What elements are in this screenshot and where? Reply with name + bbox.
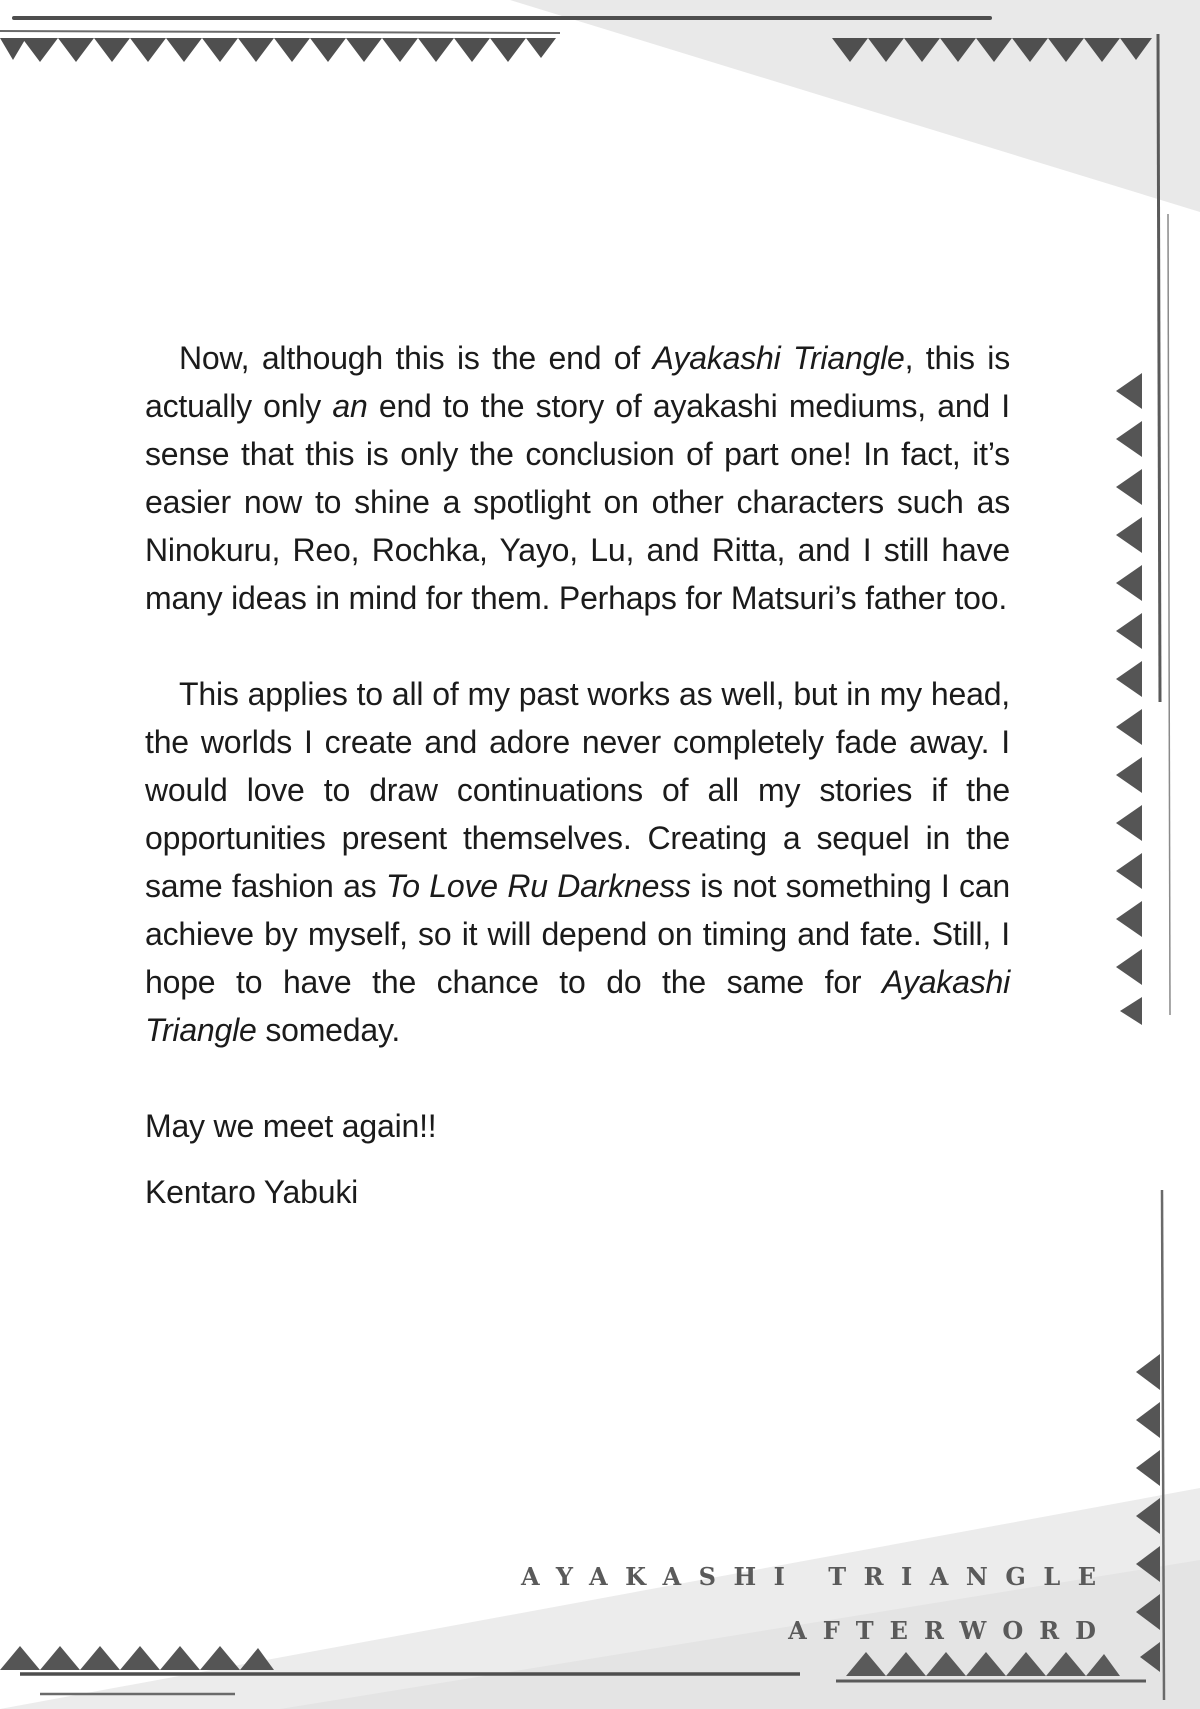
paragraph-1 xyxy=(145,334,1010,622)
text-segment: end to the story of ayakashi mediums, and I sense that this is only the conclusion of part one! In fact, it’s easier now to shine a spotlight on other characters such as Ninokuru, Reo, Rochka, Yayo, Lu, and Ritta, and I still have many ideas in mind for them. Perhaps for Matsuri’s father too. xyxy=(145,388,1010,616)
text-segment: This applies to all of my past works as well, but in my head, the worlds I create and adore never completely fade away. I would love to draw continuations of all my stories if the opportunities present themselves. Creating a sequel in the same fashion as xyxy=(145,676,1010,904)
top-shade-band xyxy=(510,0,1200,212)
series-title-italic: Ayakashi Triangle xyxy=(145,964,1010,1048)
bottom-left-triangles xyxy=(0,1646,274,1670)
top-border-line-thin xyxy=(0,31,560,33)
right-border-line-top xyxy=(1158,34,1160,702)
right-side-triangles-upper xyxy=(1116,373,1142,1025)
series-title-footer: AYAKASHI TRIANGLE xyxy=(521,1562,1114,1591)
top-left-triangles xyxy=(0,38,556,62)
text-segment: Now, although this is the end of xyxy=(179,340,653,376)
afterword-label: AFTERWORD xyxy=(788,1616,1112,1645)
emphasis-italic: an xyxy=(332,388,368,424)
author-signature: Kentaro Yabuki xyxy=(145,1174,359,1210)
afterword-text xyxy=(145,334,1010,1216)
text-segment: someday. xyxy=(256,1012,401,1048)
text-segment: is not something I can achieve by myself, so it will depend on timing and fate. Still, I hope to have the chance to do the same for xyxy=(145,868,1010,1000)
paragraph-2 xyxy=(145,670,1010,1054)
right-border-line-thin xyxy=(1168,214,1170,1015)
closing-line: May we meet again!! xyxy=(145,1108,437,1144)
series-title-italic: Ayakashi Triangle xyxy=(652,340,905,376)
text-segment: , this is actually only xyxy=(145,340,1010,424)
work-title-italic: To Love Ru Darkness xyxy=(385,868,691,904)
